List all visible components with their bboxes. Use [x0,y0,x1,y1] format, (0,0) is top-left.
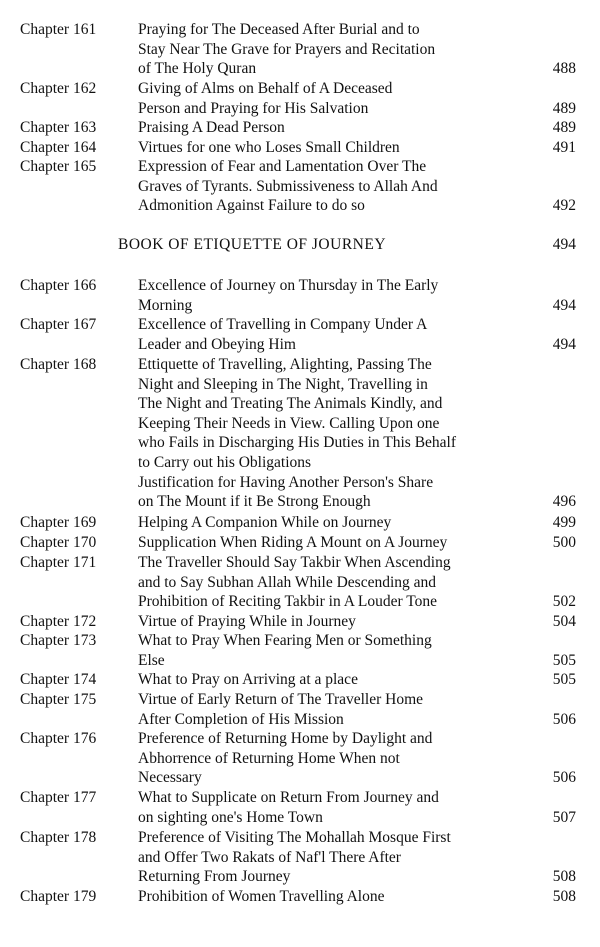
chapter-title-line: to Carry out his Obligations [138,453,312,471]
chapter-label: Chapter 176 [20,730,97,747]
chapter-label: Chapter 175 [20,691,97,708]
chapter-title-line: Preference of Returning Home by Daylight and [138,730,433,747]
page-number: 489 [552,119,576,136]
chapter-title-line: Else [138,651,165,669]
page-number: 496 [552,493,576,511]
chapter-title [138,828,524,887]
chapter-title-line: Supplication When Riding A Mount on A Journey [138,534,448,551]
chapter-title-line: of The Holy Quran [138,60,257,78]
chapter-title-line: After Completion of His Mission [138,710,344,728]
page-number: 502 [552,593,576,611]
chapter-title-line: Admonition Against Failure to do so [138,197,365,215]
page-number: 506 [552,769,576,787]
chapter-title [138,315,524,354]
chapter-title-line: Stay Near The Grave for Prayers and Recitation [138,40,436,58]
chapter-title-line: and to Say Subhan Allah While Descending and [138,573,437,591]
chapter-title-line: What to Supplicate on Return From Journey and [138,789,439,806]
chapter-title-line: Morning [138,296,193,314]
chapter-title-line: Prohibition of Reciting Takbir in A Louder Tone [138,593,438,611]
chapter-title-line: Justification for Having Another Person's Share [138,473,434,491]
chapter-title-line: Keeping Their Needs in View. Calling Upon one [138,414,440,432]
chapter-title [138,20,524,79]
section-title: BOOK OF ETIQUETTE OF JOURNEY [118,236,387,253]
chapter-title-line: Preference of Visiting The Mohallah Mosque First [138,829,451,846]
chapter-label: Chapter 173 [20,632,97,649]
section-page-number: 494 [552,236,576,253]
chapter-title [138,690,524,729]
chapter-title-line: on sighting one's Home Town [138,808,323,826]
chapter-title-line: Virtues for one who Loses Small Children [138,139,400,156]
chapter-title-line: Virtue of Early Return of The Traveller Home [138,691,424,708]
page-number: 492 [552,197,576,215]
chapter-title-line: Ettiquette of Travelling, Alighting, Passing The [138,356,432,373]
chapter-label: Chapter 179 [20,888,97,905]
chapter-title-line: Person and Praying for His Salvation [138,99,369,117]
page-number: 508 [552,888,576,905]
chapter-title-line: The Night and Treating The Animals Kindly, and [138,395,443,413]
chapter-title [138,276,524,315]
page-number: 500 [552,534,576,551]
page-number: 499 [552,514,576,531]
page-number: 489 [552,99,576,117]
chapter-label: Chapter 167 [20,316,97,333]
page-number: 507 [552,808,576,826]
chapter-title-line: Praying for The Deceased After Burial and to [138,21,420,38]
page-number: 494 [552,335,576,353]
chapter-title [138,788,524,827]
chapter-label: Chapter 174 [20,671,97,688]
page-number: 508 [552,868,576,886]
chapter-title [138,612,524,632]
chapter-label: Chapter 161 [20,21,97,38]
chapter-title [138,513,524,533]
chapter-title-line: Giving of Alms on Behalf of A Deceased [138,80,393,97]
chapter-label: Chapter 165 [20,158,97,175]
chapter-title-line: Leader and Obeying Him [138,335,296,353]
page-number: 506 [552,710,576,728]
chapter-title [138,729,524,788]
chapter-title [138,887,524,907]
chapter-title-line: Returning From Journey [138,868,291,886]
chapter-label: Chapter 168 [20,356,97,373]
chapter-label: Chapter 166 [20,277,97,294]
chapter-title [138,670,524,690]
chapter-label: Chapter 162 [20,80,97,97]
chapter-title-line: Expression of Fear and Lamentation Over The [138,158,427,175]
chapter-title [138,533,524,553]
chapter-title-line: What to Pray When Fearing Men or Something [138,632,432,649]
chapter-title-line: on The Mount if it Be Strong Enough [138,493,371,511]
chapter-title-line: Night and Sleeping in The Night, Travelling in [138,375,428,393]
chapter-title [138,355,524,512]
chapter-title-line: Excellence of Travelling in Company Under A [138,316,428,333]
chapter-title-line: The Traveller Should Say Takbir When Ascending [138,554,451,571]
chapter-label: Chapter 177 [20,789,97,806]
chapter-label: Chapter 178 [20,829,97,846]
chapter-label: Chapter 169 [20,514,97,531]
chapter-label: Chapter 171 [20,554,97,571]
chapter-label: Chapter 163 [20,119,97,136]
chapter-title-line: Helping A Companion While on Journey [138,514,392,531]
page-number: 494 [552,296,576,314]
page-number: 491 [552,139,576,156]
page-number: 505 [552,651,576,669]
chapter-title-line: Prohibition of Women Travelling Alone [138,888,385,905]
chapter-title-line: What to Pray on Arriving at a place [138,671,358,688]
chapter-label: Chapter 172 [20,613,97,630]
chapter-title [138,118,524,138]
chapter-label: Chapter 164 [20,139,97,156]
chapter-title-line: Abhorrence of Returning Home When not [138,749,400,767]
chapter-title-line: Necessary [138,769,202,787]
chapter-title-line: Virtue of Praying While in Journey [138,613,356,630]
page-number: 504 [552,613,576,630]
chapter-title [138,157,524,216]
chapter-title [138,138,524,158]
chapter-label: Chapter 170 [20,534,97,551]
page-number: 488 [552,60,576,78]
chapter-title-line: who Fails in Discharging His Duties in This Behalf [138,434,457,452]
chapter-title [138,79,524,118]
chapter-title [138,631,524,670]
chapter-title-line: Graves of Tyrants. Submissiveness to Allah And [138,177,438,195]
chapter-title-line: and Offer Two Rakats of Naf'l There After [138,848,401,866]
chapter-title-line: Praising A Dead Person [138,119,285,136]
chapter-title-line: Excellence of Journey on Thursday in The Early [138,277,439,294]
page-number: 505 [552,671,576,688]
chapter-title [138,553,524,612]
